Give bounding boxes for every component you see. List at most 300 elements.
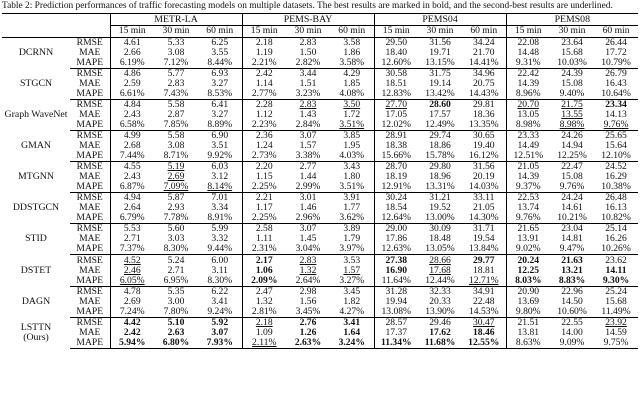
value-cell: 3.34 bbox=[211, 203, 229, 214]
table-row bbox=[2, 79, 638, 89]
value-cell: 11.64% bbox=[374, 276, 418, 287]
value-cell: 2.43 bbox=[110, 172, 154, 182]
table-row bbox=[2, 99, 638, 110]
value-cell: 2.77% bbox=[242, 89, 286, 100]
value-cell: 8.53% bbox=[198, 89, 242, 100]
value-cell: 2.93 bbox=[167, 203, 185, 214]
value-cell: 7.01 bbox=[211, 192, 229, 204]
value-cell: 2.83 bbox=[167, 78, 185, 89]
value-cell: 13.05 bbox=[506, 110, 550, 120]
metric-label: MAPE bbox=[70, 338, 110, 349]
value-cell: 13.90% bbox=[418, 307, 462, 318]
value-cell: 2.96% bbox=[286, 213, 330, 224]
table-row bbox=[2, 182, 638, 193]
value-cell: 2.21 bbox=[242, 193, 286, 204]
value-cell: 22.48 bbox=[472, 296, 495, 307]
horizon-header: 60 min bbox=[198, 26, 242, 38]
value-cell: 1.26 bbox=[299, 327, 317, 338]
value-cell: 1.45 bbox=[299, 234, 317, 245]
value-cell: 9.09% bbox=[550, 338, 594, 349]
metric-label: MAE bbox=[79, 140, 101, 151]
value-cell: 23.92 bbox=[605, 317, 627, 328]
value-cell: 13.74 bbox=[506, 203, 550, 213]
value-cell: 25.24 bbox=[605, 286, 627, 297]
value-cell: 14.03% bbox=[462, 182, 506, 193]
value-cell: 30.24 bbox=[374, 193, 418, 204]
value-cell: 9.76% bbox=[550, 182, 594, 193]
horizon-header: 60 min bbox=[330, 26, 374, 38]
value-cell: 1.72 bbox=[343, 109, 361, 120]
value-cell: 29.00 bbox=[374, 224, 418, 235]
value-cell: 16.13 bbox=[605, 203, 627, 214]
table-row bbox=[2, 297, 638, 307]
value-cell: 7.09% bbox=[154, 182, 198, 193]
value-cell: 6.22 bbox=[211, 286, 229, 297]
value-cell: 5.24 bbox=[167, 254, 185, 266]
value-cell: 2.84% bbox=[286, 120, 330, 131]
value-cell: 3.04% bbox=[286, 244, 330, 255]
horizon-header: 30 min bbox=[154, 26, 198, 38]
value-cell: 16.43 bbox=[605, 78, 627, 89]
value-cell: 9.37% bbox=[506, 182, 550, 193]
horizon-header: 15 min bbox=[506, 26, 550, 38]
value-cell: 14.39 bbox=[506, 172, 550, 182]
value-cell: 11.34% bbox=[374, 338, 418, 349]
value-cell: 2.18 bbox=[242, 317, 286, 328]
metric-label: MAPE bbox=[70, 244, 110, 255]
table-row bbox=[2, 89, 638, 100]
value-cell: 4.27% bbox=[330, 307, 374, 318]
value-cell: 2.42 bbox=[110, 328, 154, 338]
value-cell: 2.64% bbox=[286, 276, 330, 287]
value-cell: 1.06 bbox=[242, 266, 286, 276]
value-cell: 18.86 bbox=[429, 140, 451, 151]
value-cell: 28.70 bbox=[374, 162, 418, 173]
value-cell: 5.33 bbox=[167, 37, 185, 48]
value-cell: 2.46 bbox=[110, 266, 154, 276]
value-cell: 12.25 bbox=[506, 266, 550, 276]
model-name-line: DSTET bbox=[20, 264, 52, 276]
value-cell: 17.05 bbox=[374, 110, 418, 120]
value-cell: 6.25 bbox=[211, 37, 229, 48]
metric-label: RMSE bbox=[76, 130, 103, 141]
value-cell: 8.98% bbox=[550, 120, 594, 131]
table-row bbox=[2, 244, 638, 255]
value-cell: 5.58 bbox=[167, 99, 185, 110]
model-name-line: DDSTGCN bbox=[12, 202, 60, 214]
value-cell: 4.78 bbox=[110, 286, 154, 297]
table-row bbox=[2, 203, 638, 213]
value-cell: 18.38 bbox=[374, 141, 418, 151]
value-cell: 1.11 bbox=[242, 234, 286, 244]
metric-label: RMSE bbox=[76, 286, 103, 297]
value-cell: 7.12% bbox=[154, 58, 198, 69]
dataset-header: PEMS04 bbox=[374, 14, 506, 26]
value-cell: 8.91% bbox=[198, 213, 242, 224]
value-cell: 21.63 bbox=[561, 254, 583, 266]
value-cell: 1.43 bbox=[299, 109, 317, 120]
table-row bbox=[2, 68, 638, 79]
value-cell: 34.96 bbox=[472, 68, 495, 79]
model-name-line: DCRNN bbox=[18, 46, 54, 58]
value-cell: 3.45% bbox=[286, 307, 330, 318]
value-cell: 9.76% bbox=[506, 213, 550, 224]
value-cell: 3.85 bbox=[343, 130, 361, 141]
model-name bbox=[2, 255, 70, 286]
value-cell: 3.44 bbox=[299, 68, 317, 79]
value-cell: 12.71% bbox=[462, 276, 506, 287]
table-row bbox=[2, 162, 638, 173]
model-name-line: MTGNN bbox=[18, 171, 54, 183]
value-cell: 10.82% bbox=[594, 213, 638, 224]
value-cell: 3.55 bbox=[211, 47, 229, 58]
value-cell: 1.24 bbox=[242, 141, 286, 151]
value-cell: 31.71 bbox=[472, 223, 495, 235]
value-cell: 17.86 bbox=[374, 234, 418, 244]
value-cell: 13.31% bbox=[418, 182, 462, 193]
value-cell: 6.58% bbox=[110, 120, 154, 131]
value-cell: 15.78% bbox=[418, 151, 462, 162]
value-cell: 18.54 bbox=[374, 203, 418, 213]
value-cell: 1.79 bbox=[343, 234, 361, 245]
value-cell: 8.14% bbox=[198, 182, 242, 193]
value-cell: 15.66% bbox=[374, 151, 418, 162]
value-cell: 1.80 bbox=[343, 172, 361, 183]
value-cell: 22.96 bbox=[561, 286, 583, 297]
value-cell: 9.24% bbox=[198, 307, 242, 318]
value-cell: 2.82% bbox=[286, 58, 330, 69]
value-cell: 16.26 bbox=[605, 234, 627, 245]
value-cell: 4.86 bbox=[110, 68, 154, 79]
value-cell: 2.63% bbox=[286, 338, 330, 349]
value-cell: 3.51% bbox=[330, 182, 374, 193]
value-cell: 12.25% bbox=[550, 151, 594, 162]
value-cell: 4.55 bbox=[110, 162, 154, 173]
value-cell: 9.80% bbox=[506, 307, 550, 318]
value-cell: 14.94 bbox=[561, 140, 583, 151]
value-cell: 17.37 bbox=[374, 328, 418, 338]
value-cell: 2.73% bbox=[242, 151, 286, 162]
value-cell: 23.64 bbox=[561, 37, 583, 48]
value-cell: 30.58 bbox=[374, 68, 418, 79]
value-cell: 10.38% bbox=[594, 182, 638, 193]
value-cell: 5.77 bbox=[167, 68, 185, 79]
metric-label: MAE bbox=[79, 265, 101, 276]
metric-label: RMSE bbox=[76, 99, 103, 110]
value-cell: 9.75% bbox=[594, 338, 638, 349]
value-cell: 29.74 bbox=[429, 130, 451, 141]
value-cell: 13.81 bbox=[506, 328, 550, 338]
value-cell: 14.59 bbox=[605, 327, 627, 338]
value-cell: 15.64 bbox=[605, 140, 627, 151]
value-cell: 20.75 bbox=[472, 78, 495, 89]
value-cell: 6.93 bbox=[211, 68, 229, 79]
value-cell: 3.00 bbox=[167, 296, 185, 307]
value-cell: 19.40 bbox=[472, 140, 495, 151]
value-cell: 22.42 bbox=[506, 68, 550, 79]
value-cell: 3.58 bbox=[343, 37, 361, 48]
value-cell: 4.52 bbox=[110, 255, 154, 266]
value-cell: 3.01 bbox=[299, 192, 317, 204]
model-name-line: Graph WaveNet bbox=[4, 108, 68, 120]
value-cell: 1.17 bbox=[242, 203, 286, 213]
value-cell: 24.39 bbox=[561, 68, 583, 79]
value-cell: 3.43 bbox=[343, 161, 361, 173]
value-cell: 9.92% bbox=[198, 151, 242, 162]
value-cell: 5.92 bbox=[211, 317, 229, 328]
value-cell: 14.11 bbox=[605, 265, 627, 276]
value-cell: 2.43 bbox=[110, 110, 154, 120]
value-cell: 4.42 bbox=[110, 317, 154, 328]
dataset-header: METR-LA bbox=[110, 14, 242, 26]
value-cell: 31.56 bbox=[429, 37, 451, 48]
value-cell: 3.38% bbox=[286, 151, 330, 162]
value-cell: 18.46 bbox=[472, 327, 495, 338]
value-cell: 32.33 bbox=[429, 286, 451, 297]
metric-label: RMSE bbox=[76, 317, 103, 328]
value-cell: 27.38 bbox=[374, 255, 418, 266]
metric-label: RMSE bbox=[76, 223, 103, 235]
value-cell: 1.19 bbox=[242, 48, 286, 58]
value-cell: 27.70 bbox=[374, 99, 418, 110]
model-name-line: LSTTN bbox=[20, 321, 52, 333]
value-cell: 2.36 bbox=[242, 130, 286, 141]
model-name bbox=[2, 37, 70, 68]
value-cell: 10.26% bbox=[594, 244, 638, 255]
metric-label: MAPE bbox=[70, 276, 110, 287]
horizon-header: 60 min bbox=[594, 26, 638, 38]
dataset-header: PEMS-BAY bbox=[242, 14, 374, 26]
value-cell: 3.27 bbox=[211, 109, 229, 120]
value-cell: 2.64 bbox=[110, 203, 154, 213]
value-cell: 3.51 bbox=[211, 140, 229, 151]
value-cell: 9.76% bbox=[594, 120, 638, 131]
table-row bbox=[2, 266, 638, 276]
value-cell: 7.80% bbox=[154, 307, 198, 318]
value-cell: 18.81 bbox=[472, 265, 495, 276]
value-cell: 2.23% bbox=[242, 120, 286, 131]
value-cell: 4.03% bbox=[330, 151, 374, 162]
value-cell: 3.62% bbox=[330, 213, 374, 224]
table-row bbox=[2, 37, 638, 48]
value-cell: 3.53 bbox=[343, 254, 361, 266]
table-row bbox=[2, 317, 638, 328]
metric-label: MAPE bbox=[70, 120, 110, 131]
value-cell: 1.44 bbox=[299, 172, 317, 183]
value-cell: 4.99 bbox=[110, 130, 154, 141]
value-cell: 2.99% bbox=[286, 182, 330, 193]
value-cell: 31.56 bbox=[472, 161, 495, 173]
value-cell: 4.84 bbox=[110, 99, 154, 110]
value-cell: 2.28 bbox=[242, 99, 286, 110]
value-cell: 23.34 bbox=[605, 99, 627, 110]
paper-page bbox=[2, 1, 638, 349]
value-cell: 21.05 bbox=[506, 162, 550, 173]
table-row bbox=[2, 120, 638, 131]
table-row bbox=[2, 48, 638, 58]
metric-label: MAE bbox=[79, 203, 101, 214]
model-name bbox=[2, 130, 70, 161]
value-cell: 8.30% bbox=[154, 244, 198, 255]
value-cell: 18.19 bbox=[374, 172, 418, 182]
horizon-header: 30 min bbox=[550, 26, 594, 38]
value-cell: 29.80 bbox=[429, 161, 451, 173]
value-cell: 2.71 bbox=[110, 234, 154, 244]
metric-label: MAPE bbox=[70, 151, 110, 162]
value-cell: 33.11 bbox=[473, 192, 495, 204]
table-row bbox=[2, 213, 638, 224]
table-row bbox=[2, 141, 638, 151]
value-cell: 1.77 bbox=[343, 203, 361, 214]
value-cell: 6.05% bbox=[110, 276, 154, 287]
table-row bbox=[2, 130, 638, 141]
model-name-line: DAGN bbox=[21, 295, 51, 307]
model-header-cell bbox=[2, 14, 70, 38]
value-cell: 26.48 bbox=[605, 192, 627, 204]
value-cell: 3.08 bbox=[167, 140, 185, 151]
value-cell: 22.47 bbox=[561, 161, 583, 173]
value-cell: 6.87% bbox=[110, 182, 154, 193]
model-name bbox=[2, 286, 70, 317]
model-name bbox=[2, 99, 70, 130]
value-cell: 3.97% bbox=[330, 244, 374, 255]
value-cell: 13.91 bbox=[506, 234, 550, 244]
value-cell: 15.08 bbox=[561, 172, 583, 183]
value-cell: 14.41% bbox=[462, 58, 506, 69]
value-cell: 2.31% bbox=[242, 244, 286, 255]
value-cell: 23.33 bbox=[506, 130, 550, 141]
dataset-header-row bbox=[2, 14, 638, 26]
value-cell: 21.05 bbox=[472, 203, 495, 214]
value-cell: 17.57 bbox=[429, 109, 451, 120]
value-cell: 14.50 bbox=[561, 296, 583, 307]
value-cell: 14.81 bbox=[561, 234, 583, 245]
value-cell: 2.47 bbox=[242, 286, 286, 297]
value-cell: 6.61% bbox=[110, 89, 154, 100]
value-cell: 2.20 bbox=[242, 162, 286, 173]
metric-label: MAE bbox=[79, 109, 101, 120]
value-cell: 12.02% bbox=[374, 120, 418, 131]
value-cell: 1.32 bbox=[299, 265, 317, 276]
value-cell: 2.76 bbox=[299, 317, 317, 328]
value-cell: 14.48 bbox=[506, 48, 550, 58]
value-cell: 2.98 bbox=[299, 286, 317, 297]
table-row bbox=[2, 276, 638, 287]
value-cell: 9.40% bbox=[550, 89, 594, 100]
value-cell: 12.10% bbox=[594, 151, 638, 162]
value-cell: 16.12% bbox=[462, 151, 506, 162]
value-cell: 2.42 bbox=[242, 68, 286, 79]
value-cell: 2.66 bbox=[110, 48, 154, 58]
model-name bbox=[2, 193, 70, 224]
value-cell: 13.08% bbox=[374, 307, 418, 318]
value-cell: 7.44% bbox=[110, 151, 154, 162]
table-row bbox=[2, 151, 638, 162]
value-cell: 9.44% bbox=[198, 244, 242, 255]
value-cell: 3.91 bbox=[343, 192, 361, 204]
model-name-line: STID bbox=[25, 233, 47, 245]
metric-label: MAE bbox=[79, 172, 101, 183]
value-cell: 14.53% bbox=[462, 307, 506, 318]
value-cell: 3.51% bbox=[330, 120, 374, 131]
value-cell: 2.83 bbox=[299, 254, 317, 266]
value-cell: 15.08 bbox=[561, 78, 583, 89]
table-row bbox=[2, 286, 638, 297]
horizon-header: 30 min bbox=[286, 26, 330, 38]
value-cell: 2.71 bbox=[167, 265, 185, 276]
value-cell: 13.15% bbox=[418, 58, 462, 69]
value-cell: 28.57 bbox=[374, 317, 418, 328]
metric-label: RMSE bbox=[76, 254, 103, 266]
value-cell: 13.42% bbox=[418, 89, 462, 100]
value-cell: 2.77 bbox=[299, 161, 317, 173]
value-cell: 12.49% bbox=[418, 120, 462, 131]
value-cell: 14.43% bbox=[462, 89, 506, 100]
value-cell: 8.71% bbox=[154, 151, 198, 162]
value-cell: 13.00% bbox=[418, 213, 462, 224]
value-cell: 23.62 bbox=[605, 254, 627, 266]
metric-label: MAE bbox=[79, 78, 101, 89]
value-cell: 24.26 bbox=[561, 130, 583, 141]
table-row bbox=[2, 172, 638, 182]
value-cell: 3.12 bbox=[211, 172, 229, 183]
table-caption: Table 2: Prediction performances of traffic forecasting models on multiple datasets. The best results are marked in bold, and the second-best results are underlined. bbox=[2, 1, 613, 11]
value-cell: 17.72 bbox=[605, 47, 627, 58]
model-name-line: GMAN bbox=[21, 139, 51, 151]
value-cell: 6.19% bbox=[110, 58, 154, 69]
results-table bbox=[2, 13, 638, 349]
value-cell: 29.46 bbox=[429, 317, 451, 328]
metric-label: RMSE bbox=[76, 192, 103, 204]
value-cell: 1.57 bbox=[343, 265, 361, 276]
value-cell: 15.68 bbox=[561, 47, 583, 58]
value-cell: 17.62 bbox=[429, 327, 451, 338]
value-cell: 3.07 bbox=[299, 223, 317, 235]
model-name bbox=[2, 224, 70, 255]
value-cell: 8.44% bbox=[198, 58, 242, 69]
horizon-header: 15 min bbox=[242, 26, 286, 38]
metric-label: RMSE bbox=[76, 68, 103, 79]
value-cell: 8.98% bbox=[506, 120, 550, 131]
table-row bbox=[2, 307, 638, 318]
value-cell: 14.30% bbox=[462, 213, 506, 224]
value-cell: 12.83% bbox=[374, 89, 418, 100]
metric-label: MAE bbox=[79, 296, 101, 307]
value-cell: 2.59 bbox=[110, 79, 154, 89]
metric-header-cell bbox=[70, 14, 110, 38]
value-cell: 20.19 bbox=[472, 172, 495, 183]
value-cell: 2.58 bbox=[242, 224, 286, 235]
value-cell: 5.10 bbox=[167, 317, 185, 328]
value-cell: 28.60 bbox=[429, 99, 451, 110]
value-cell: 3.08 bbox=[167, 47, 185, 58]
value-cell: 3.45 bbox=[343, 286, 361, 297]
value-cell: 2.17 bbox=[242, 255, 286, 266]
value-cell: 29.81 bbox=[472, 99, 495, 110]
metric-label: MAPE bbox=[70, 89, 110, 100]
value-cell: 4.08% bbox=[330, 89, 374, 100]
value-cell: 12.64% bbox=[374, 213, 418, 224]
horizon-header: 15 min bbox=[110, 26, 154, 38]
value-cell: 2.11% bbox=[242, 338, 286, 349]
table-row bbox=[2, 338, 638, 349]
value-cell: 18.48 bbox=[429, 234, 451, 245]
value-cell: 28.66 bbox=[429, 254, 451, 266]
value-cell: 10.79% bbox=[594, 58, 638, 69]
value-cell: 2.87 bbox=[167, 109, 185, 120]
table-row bbox=[2, 193, 638, 204]
value-cell: 5.94% bbox=[110, 338, 154, 349]
